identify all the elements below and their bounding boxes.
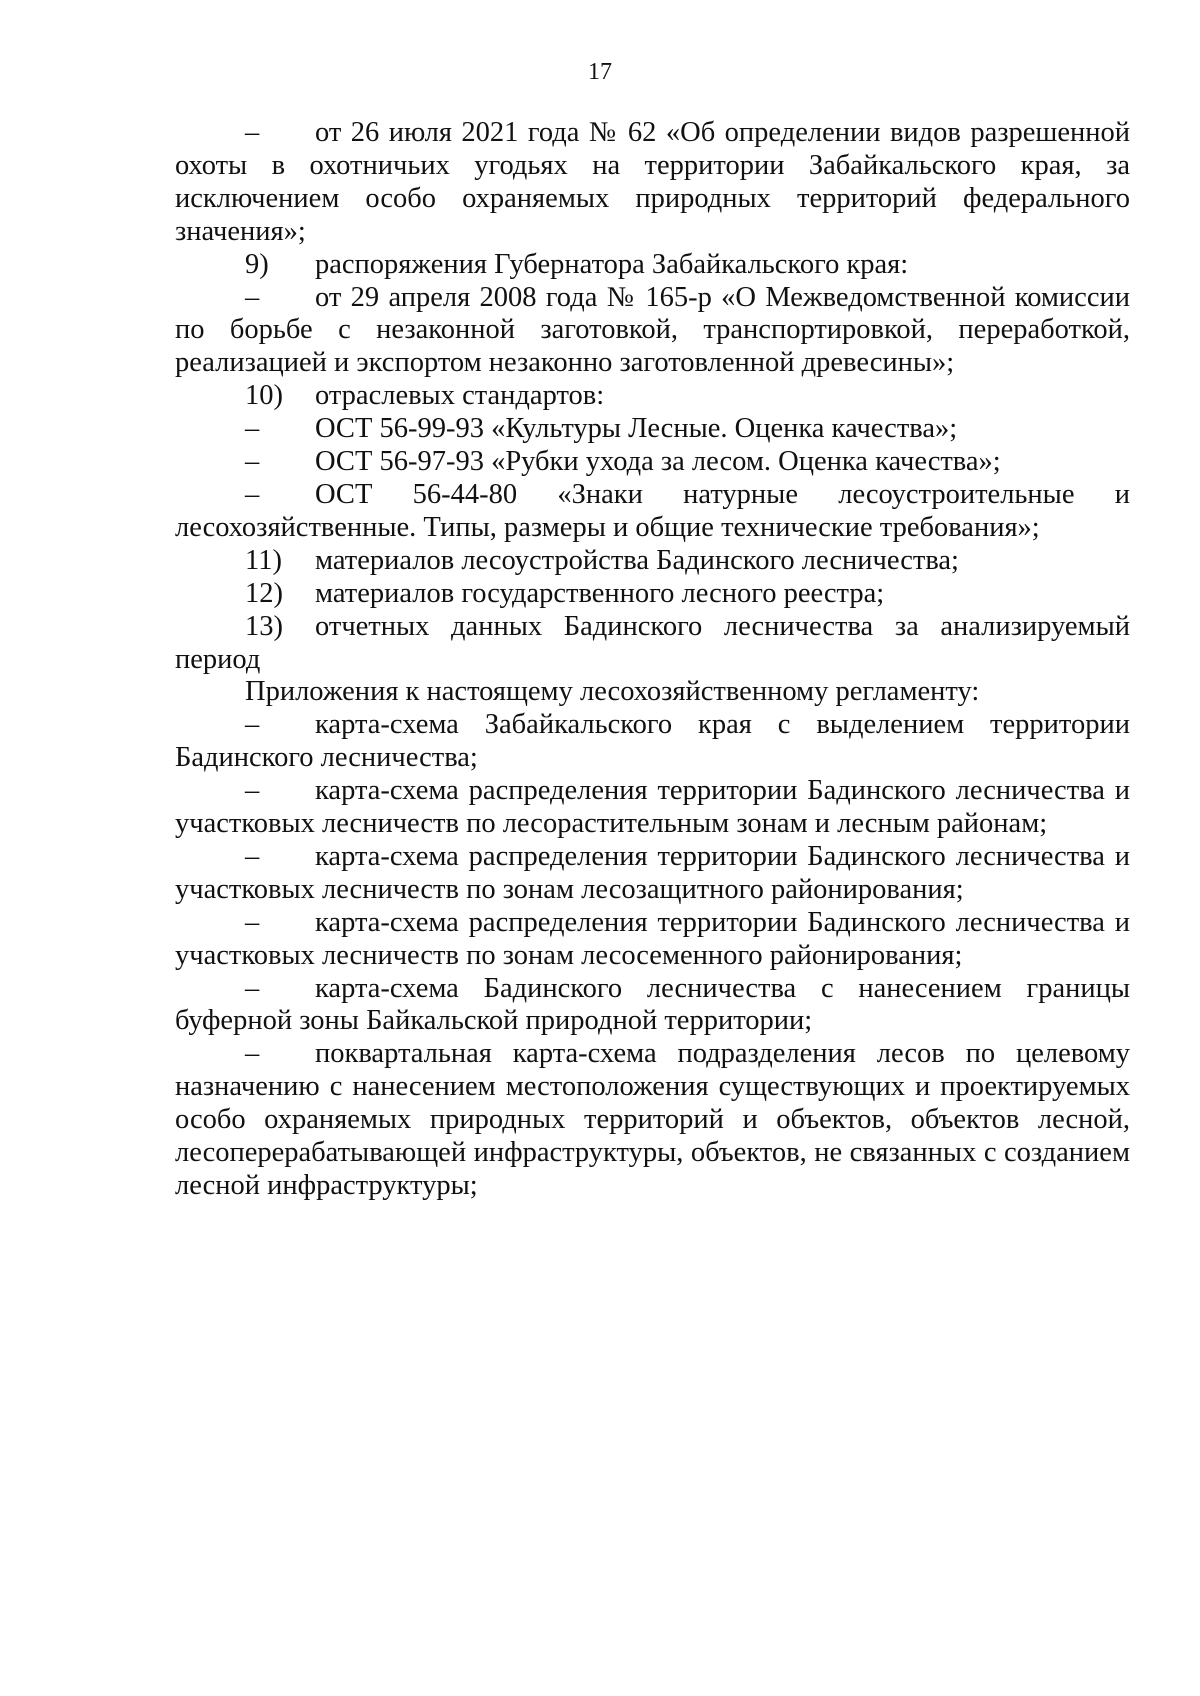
paragraph-5	[175, 413, 1130, 446]
paragraph-marker: 12)	[245, 577, 283, 609]
paragraph-text: распоряжения Губернатора Забайкальского края:	[315, 248, 909, 280]
paragraph-text: отчетных данных Бадинского лесничества за анализируемый период	[175, 610, 1130, 675]
paragraph-1	[175, 117, 1130, 249]
paragraph-marker: –	[245, 906, 260, 938]
paragraph-text: отраслевых стандартов:	[315, 380, 605, 412]
paragraph-marker: –	[245, 413, 260, 445]
paragraph-text: от 26 июля 2021 года № 62 «Об определении видов разрешенной охоты в охотничьих угодьях на территории Забайкальского края, за исключением особо охраняемых природных территорий федерального значения»;	[175, 117, 1130, 247]
paragraph-14	[175, 841, 1130, 907]
paragraph-13	[175, 775, 1130, 841]
page-number: 17	[588, 59, 612, 85]
paragraph-text: от 29 апреля 2008 года № 165-р «О Межведомственной комиссии по борьбе с незаконной заготовкой, транспортировкой, переработкой, реализацией и экспортом незаконно заготовленной древесины»;	[175, 281, 1130, 379]
paragraph-marker: 9)	[245, 248, 269, 280]
paragraph-text: карта-схема распределения территории Бадинского лесничества и участковых лесничеств по зонам лесосеменного районирования;	[175, 906, 1130, 971]
paragraph-text: карта-схема Бадинского лесничества с нанесением границы буферной зоны Байкальской природной территории;	[175, 972, 1130, 1037]
paragraph-text: карта-схема Забайкальского края с выделением территории Бадинского лесничества;	[175, 709, 1130, 774]
paragraph-marker: –	[245, 478, 260, 510]
paragraph-2	[175, 249, 1130, 282]
paragraph-3	[175, 282, 1130, 381]
paragraph-text: карта-схема распределения территории Бадинского лесничества и участковых лесничеств по лесорастительным зонам и лесным районам;	[175, 775, 1130, 840]
paragraph-marker: –	[245, 709, 260, 741]
paragraph-7	[175, 479, 1130, 545]
paragraph-15	[175, 907, 1130, 973]
paragraph-marker: –	[245, 281, 260, 313]
paragraph-marker: –	[245, 1038, 260, 1070]
paragraph-11	[175, 676, 1130, 709]
paragraph-10	[175, 611, 1130, 677]
paragraph-marker: –	[245, 117, 260, 148]
paragraph-marker: –	[245, 972, 260, 1004]
paragraph-16	[175, 973, 1130, 1039]
paragraph-marker: –	[245, 840, 260, 872]
paragraph-17	[175, 1038, 1130, 1203]
paragraph-text: ОСТ 56-97-93 «Рубки ухода за лесом. Оценка качества»;	[315, 446, 1001, 478]
paragraph-marker: –	[245, 775, 260, 807]
paragraph-text: Приложения к настоящему лесохозяйственному регламенту:	[245, 676, 980, 708]
paragraph-4	[175, 380, 1130, 413]
paragraph-marker: 11)	[245, 544, 282, 576]
paragraph-8	[175, 545, 1130, 578]
paragraph-12	[175, 709, 1130, 775]
paragraph-6	[175, 446, 1130, 479]
paragraph-marker: 10)	[245, 380, 283, 412]
paragraph-9	[175, 578, 1130, 611]
paragraph-marker: 13)	[245, 610, 283, 642]
paragraph-text: поквартальная карта-схема подразделения лесов по целевому назначению с нанесением местоположения существующих и проектируемых особо охраняемых природных территорий и объектов, объектов лесной, лесоперерабатывающей инфраструктуры, объектов, не связанных с созданием лесной инфраструктуры;	[175, 1038, 1130, 1201]
paragraph-text: материалов государственного лесного реестра;	[315, 577, 885, 609]
paragraph-text: карта-схема распределения территории Бадинского лесничества и участковых лесничеств по зонам лесозащитного районирования;	[175, 840, 1130, 905]
paragraph-text: ОСТ 56-99-93 «Культуры Лесные. Оценка качества»;	[315, 413, 958, 445]
paragraph-text: материалов лесоустройства Бадинского лесничества;	[315, 544, 959, 576]
paragraph-marker: –	[245, 446, 260, 478]
paragraph-text: ОСТ 56-44-80 «Знаки натурные лесоустроительные и лесохозяйственные. Типы, размеры и общие технические требования»;	[175, 478, 1130, 543]
document-body	[175, 117, 1130, 1203]
